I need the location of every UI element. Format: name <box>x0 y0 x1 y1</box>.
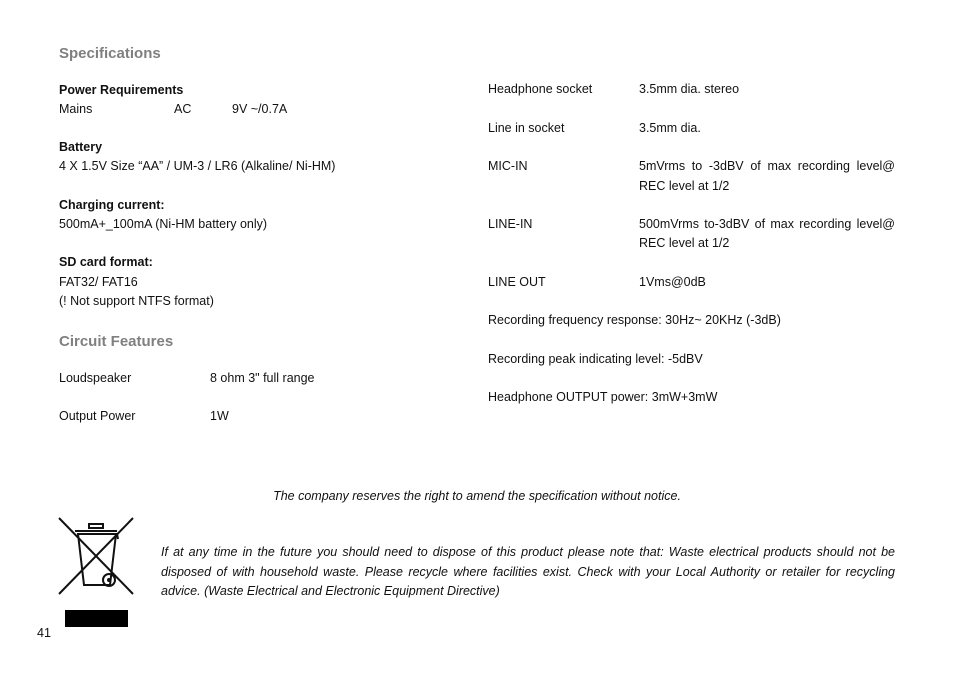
charging-text: 500mA+_100mA (Ni-HM battery only) <box>59 217 268 231</box>
battery-title: Battery <box>59 140 103 154</box>
weee-underline-bar <box>65 610 128 627</box>
feature-value: 8 ohm 3" full range <box>210 371 315 385</box>
peak-level-text: Recording peak indicating level: -5dBV <box>488 352 703 366</box>
spec-row-value: 1Vms@0dB <box>639 275 706 289</box>
amend-notice: The company reserves the right to amend the specification without notice. <box>273 489 681 503</box>
power-requirements-title: Power Requirements <box>59 83 184 97</box>
specifications-heading: Specifications <box>59 45 161 62</box>
sdcard-line1: FAT32/ FAT16 <box>59 275 138 289</box>
spec-row-value: 500mVrms to-3dBV of max recording level@ <box>639 217 895 231</box>
spec-row-label: LINE OUT <box>488 275 546 289</box>
mains-type: AC <box>174 102 192 116</box>
freq-response-text: Recording frequency response: 30Hz~ 20KHz (-3dB) <box>488 313 781 327</box>
spec-row-value-cont: REC level at 1/2 <box>639 179 730 193</box>
charging-title: Charging current: <box>59 198 165 212</box>
mains-label: Mains <box>59 102 93 116</box>
spec-row-value: 3.5mm dia. stereo <box>639 82 740 96</box>
spec-row-label: Line in socket <box>488 121 565 135</box>
spec-row-value: 5mVrms to -3dBV of max recording level@ <box>639 159 895 173</box>
spec-row-value-cont: REC level at 1/2 <box>639 236 730 250</box>
feature-label: Loudspeaker <box>59 371 132 385</box>
disposal-paragraph: If at any time in the future you should need to dispose of this product please note that: Waste electrical products should not be disposed of with household waste. Please recycle where facilities exist. Check with your Local Authority or retailer for recycling advice. (Waste Electrical and Electronic Equipment Directive) <box>161 545 895 598</box>
circuit-features-heading: Circuit Features <box>59 333 174 350</box>
spec-row-label: LINE-IN <box>488 217 533 231</box>
headphone-output-text: Headphone OUTPUT power: 3mW+3mW <box>488 390 718 404</box>
spec-row-label: MIC-IN <box>488 159 528 173</box>
page-number: 41 <box>37 626 51 640</box>
sdcard-title: SD card format: <box>59 255 153 269</box>
feature-label: Output Power <box>59 409 136 423</box>
feature-value: 1W <box>210 409 229 423</box>
spec-row-value: 3.5mm dia. <box>639 121 701 135</box>
mains-value: 9V ~/0.7A <box>232 102 288 116</box>
sdcard-line2: (! Not support NTFS format) <box>59 294 214 308</box>
spec-row-label: Headphone socket <box>488 82 593 96</box>
crossed-out-wheelie-bin-icon <box>56 515 138 597</box>
battery-text: 4 X 1.5V Size “AA” / UM-3 / LR6 (Alkaline/ Ni-HM) <box>59 159 336 173</box>
